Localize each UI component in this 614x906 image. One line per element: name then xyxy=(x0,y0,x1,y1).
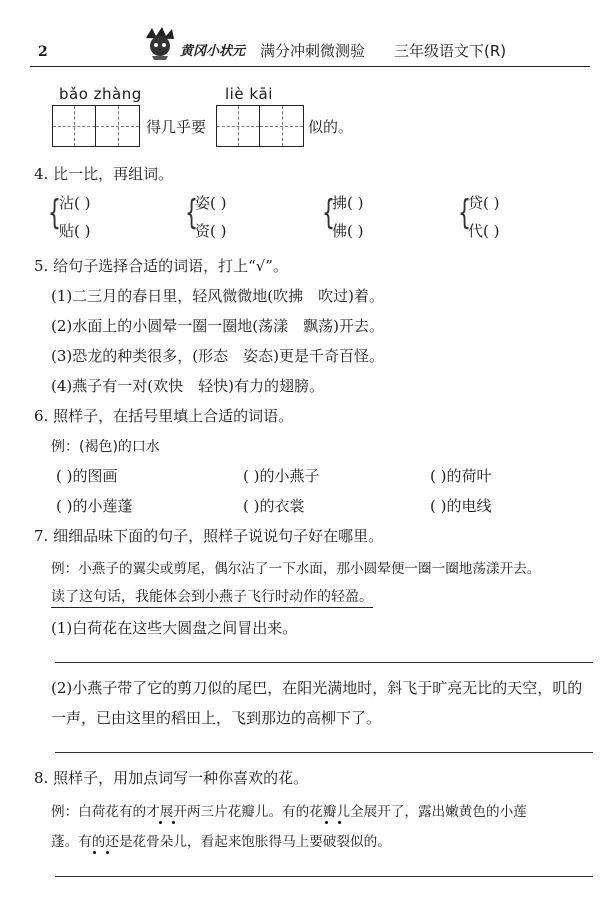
grade-label: 三年级语文下(R) xyxy=(394,42,507,60)
q7-item1: (1)白荷花在这些大圆盘之间冒出来。 xyxy=(51,619,298,637)
q6-blank[interactable]: ( )的小燕子 xyxy=(243,467,320,485)
q5-item[interactable]: (2)水面上的小圆晕一圈一圈地(荡漾 飘荡)开去。 xyxy=(51,317,384,335)
q4-word-top: 拂( ) xyxy=(332,194,364,212)
writing-box-1[interactable] xyxy=(52,105,140,147)
q4-word-bottom: 资( ) xyxy=(195,222,227,240)
emphasis-dot xyxy=(338,821,341,824)
book-title: 满分冲刺微测验 xyxy=(260,42,366,60)
q3-mid-text: 得几乎要 xyxy=(146,118,207,136)
emphasis-dot xyxy=(159,821,162,824)
brace-icon: { xyxy=(458,193,471,233)
q4-word-bottom: 代( ) xyxy=(468,222,500,240)
pinyin-liekai: liè kāi xyxy=(225,85,273,103)
emphasis-dot xyxy=(172,821,175,824)
q4-word-top: 沾( ) xyxy=(59,194,91,212)
q4-title: 4. 比一比，再组词。 xyxy=(34,165,174,183)
q6-blank[interactable]: ( )的衣裳 xyxy=(243,497,305,515)
q6-example: 例：(褐色)的口水 xyxy=(51,439,160,455)
writing-box-2[interactable] xyxy=(216,105,304,147)
q8-example-line1: 例：白荷花有的才展开两三片花瓣儿。有的花瓣儿全展开了，露出嫩黄色的小莲 xyxy=(51,804,527,820)
q8-title: 8. 照样子，用加点词写一种你喜欢的花。 xyxy=(34,769,309,787)
brace-icon: { xyxy=(185,193,198,233)
q7-title: 7. 细细品味下面的句子，照样子说说句子好在哪里。 xyxy=(34,527,384,545)
q7-item2-line2: 一声，已由这里的稻田上，飞到那边的高柳下了。 xyxy=(51,709,382,727)
q4-word-top: 姿( ) xyxy=(195,194,227,212)
q4-word-bottom: 佛( ) xyxy=(332,222,364,240)
emphasis-dot xyxy=(106,851,109,854)
emphasis-dot xyxy=(93,851,96,854)
brace-icon: { xyxy=(322,193,335,233)
q7-item2-line1: (2)小燕子带了它的剪刀似的尾巴，在阳光满地时，斜飞于旷亮无比的天空，叽的 xyxy=(51,679,583,697)
page-number: 2 xyxy=(38,44,48,60)
q3-end-text: 似的。 xyxy=(308,118,354,136)
q6-blank[interactable]: ( )的小莲蓬 xyxy=(56,497,133,515)
q4-word-bottom: 贴( ) xyxy=(59,222,91,240)
q7-example-answer: 读了这句话，我能体会到小燕子飞行时动作的轻盈。 xyxy=(51,586,373,608)
emphasis-dot xyxy=(325,821,328,824)
q6-blank[interactable]: ( )的电线 xyxy=(430,497,492,515)
answer-line[interactable] xyxy=(55,662,593,663)
q5-title: 5. 给句子选择合适的词语，打上“√”。 xyxy=(34,257,288,275)
answer-line[interactable] xyxy=(55,876,593,877)
q4-word-top: 贷( ) xyxy=(468,194,500,212)
header-rule xyxy=(30,66,590,67)
q5-item[interactable]: (3)恐龙的种类很多，(形态 姿态)更是千奇百怪。 xyxy=(51,347,384,365)
q6-title: 6. 照样子，在括号里填上合适的词语。 xyxy=(34,407,294,425)
logo-text: 黄冈小状元 xyxy=(180,44,246,59)
q5-item[interactable]: (4)燕子有一对(欢快 轻快)有力的翅膀。 xyxy=(51,377,324,395)
mascot-icon xyxy=(140,26,180,60)
q8-example-line2: 蓬。有的还是花骨朵儿，看起来饱胀得马上要破裂似的。 xyxy=(51,834,391,850)
answer-line[interactable] xyxy=(55,752,593,753)
q5-item[interactable]: (1)二三月的春日里，轻风微微地(吹拂 吹过)着。 xyxy=(51,287,384,305)
q6-blank[interactable]: ( )的荷叶 xyxy=(430,467,492,485)
q7-example: 例：小燕子的翼尖或剪尾，偶尔沾了一下水面，那小圆晕便一圈一圈地荡漾开去。 xyxy=(51,561,541,577)
brace-icon: { xyxy=(48,193,61,233)
q6-blank[interactable]: ( )的图画 xyxy=(56,467,118,485)
pinyin-baozhang: bǎo zhàng xyxy=(59,85,142,103)
